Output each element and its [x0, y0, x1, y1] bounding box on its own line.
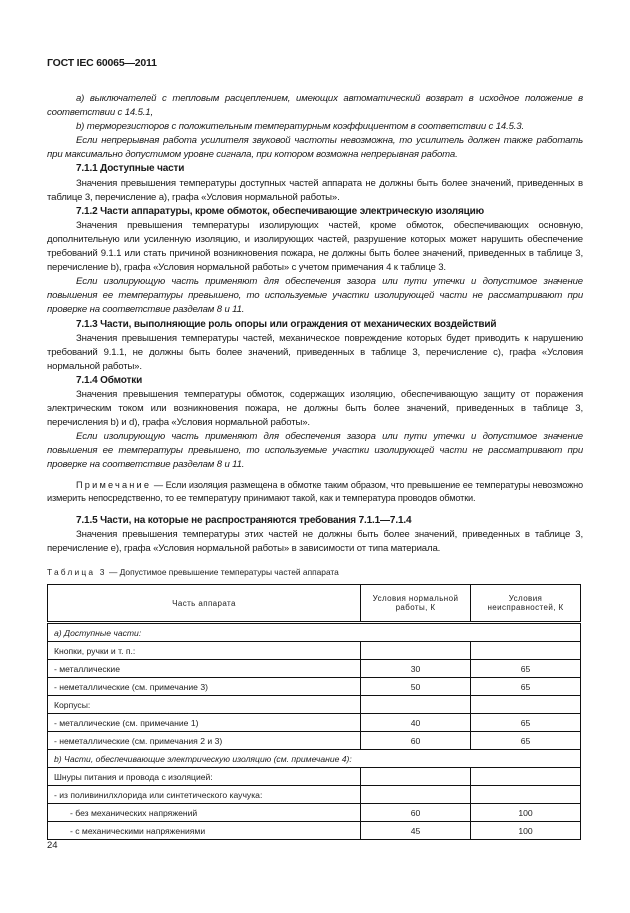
cell-fault: [471, 642, 581, 660]
cell-part: - металлические: [48, 660, 361, 678]
table-row: [48, 786, 581, 804]
table-row: [48, 623, 581, 642]
section-heading-713: 7.1.3 Части, выполняющие роль опоры или ограждения от механических воздействий: [76, 318, 497, 330]
table-header-row: [48, 585, 581, 623]
cell-fault: [471, 768, 581, 786]
cell-part: Кнопки, ручки и т. п.:: [48, 642, 361, 660]
table-row: [48, 768, 581, 786]
cell-normal: 60: [361, 732, 471, 750]
table-caption: [47, 565, 583, 579]
table-row: [48, 750, 581, 768]
cell-fault: 65: [471, 660, 581, 678]
section-711-text: Значения превышения температуры доступных частей аппарата не должны быть более значений, приведенных в таблице 3, перечисление a), графа «Условия нормальной работы».: [47, 177, 583, 203]
document-standard-header: ГОСТ IEC 60065—2011: [47, 57, 157, 69]
section-712-italic: Если изолирующую часть применяют для обеспечения зазора или пути утечки и допустимое значение повышения ее температуры превышено, то используемые участки изолирующей части не рассматривают при проверке на соответствие разделам 8 и 11.: [47, 276, 583, 316]
table-row: [48, 642, 581, 660]
table-caption-text: — Допустимое превышение температуры частей аппарата: [106, 567, 339, 577]
table-row: [48, 678, 581, 696]
section-heading-711: 7.1.1 Доступные части: [76, 163, 185, 175]
cell-part: - из поливинилхлорида или синтетического каучука:: [48, 786, 361, 804]
cell-normal: 45: [361, 822, 471, 840]
cell-normal: [361, 696, 471, 714]
header-part: Часть аппарата: [48, 585, 361, 623]
amplifier-paragraph: Если непрерывная работа усилителя звуковой частоты невозможна, то усилитель должен также работать при максимально допустимом уровне сигнала, при котором возможна непрерывная работа.: [47, 135, 583, 161]
page-number: 24: [47, 840, 58, 851]
cell-fault: 65: [471, 678, 581, 696]
cell-part: - с механическими напряжениями: [48, 822, 361, 840]
cell-part: - без механических напряжений: [48, 804, 361, 822]
cell-fault: 100: [471, 822, 581, 840]
table-row: [48, 822, 581, 840]
cell-fault: [471, 696, 581, 714]
note-paragraph: [47, 479, 583, 506]
table-row: [48, 732, 581, 750]
cell-part: - неметаллические (см. примечание 3): [48, 678, 361, 696]
table-row: [48, 660, 581, 678]
note-text: — Если изоляция размещена в обмотке таким образом, что превышение ее температуры невозможно измерить непосредственно, то ее температуру принимают такой, как и температура проводов обмотки.: [47, 479, 583, 504]
group-heading-a: a) Доступные части:: [48, 623, 581, 642]
section-715-text: Значения превышения температуры этих частей не должны быть более значений, приведенных в таблице 3, перечисление e), графа «Условия нормальной работы» в зависимости от типа материала.: [47, 528, 583, 554]
section-heading-715: 7.1.5 Части, на которые не распространяются требования 7.1.1—7.1.4: [76, 514, 412, 526]
document-body: [47, 92, 583, 579]
header-fault: Условия неисправностей, К: [471, 585, 581, 623]
cell-part: - металлические (см. примечание 1): [48, 714, 361, 732]
cell-part: Корпусы:: [48, 696, 361, 714]
section-714-text: Значения превышения температуры обмоток, содержащих изоляцию, обеспечивающую защиту от поражения электрическим током или возникновения пожара, не должны быть более значений, приведенных в таблице 3, перечисления b) и d), графа «Условия нормальной работы».: [47, 388, 583, 429]
list-item-b: b) терморезисторов с положительным температурным коэффициентом в соответствии с 14.5.3.: [76, 121, 525, 133]
cell-normal: 40: [361, 714, 471, 732]
cell-part: - неметаллические (см. примечания 2 и 3): [48, 732, 361, 750]
cell-normal: 30: [361, 660, 471, 678]
table-row: [48, 804, 581, 822]
cell-normal: [361, 768, 471, 786]
cell-fault: 65: [471, 732, 581, 750]
group-heading-b: b) Части, обеспечивающие электрическую изоляцию (см. примечание 4):: [48, 750, 581, 768]
section-712-text: Значения превышения температуры изолирующих частей, кроме обмоток, обеспечивающих основную, дополнительную или усиленную изоляцию, и изолирующих частей, разрушение которых может нарушить обеспечение требований 9.1.1 или стать причиной возникновения пожара, не должны быть более значений, приведенных в таблице 3, перечисление b), графа «Условия нормальной работы» с учетом примечания 4 к таблице 3.: [47, 219, 583, 274]
cell-normal: [361, 642, 471, 660]
table-row: [48, 696, 581, 714]
cell-normal: 60: [361, 804, 471, 822]
cell-normal: [361, 786, 471, 804]
section-713-text: Значения превышения температуры частей, механическое повреждение которых будет приводить к нарушению требований 9.1.1, не должны быть более значений, приведенных в таблице 3, перечисление c), графа «Условия нормальной работы».: [47, 332, 583, 372]
cell-fault: [471, 786, 581, 804]
header-normal: Условия нормальной работы, К: [361, 585, 471, 623]
cell-part: Шнуры питания и провода с изоляцией:: [48, 768, 361, 786]
cell-fault: 100: [471, 804, 581, 822]
section-714-italic: Если изолирующую часть применяют для обеспечения зазора или пути утечки и допустимое значение повышения ее температуры превышено, то используемые участки изолирующей части не рассматривают при проверке на соответствие разделам 8 и 11.: [47, 431, 583, 471]
table-row: [48, 714, 581, 732]
temperature-rise-table: [47, 584, 581, 840]
cell-fault: 65: [471, 714, 581, 732]
section-heading-712: 7.1.2 Части аппаратуры, кроме обмоток, обеспечивающие электрическую изоляцию: [76, 205, 485, 217]
table-caption-label: Таблица 3: [47, 567, 107, 577]
cell-normal: 50: [361, 678, 471, 696]
list-item-a: a) выключателей с тепловым расцеплением, имеющих автоматический возврат в исходное положение в соответствии с 14.5.1,: [47, 93, 583, 119]
section-heading-714: 7.1.4 Обмотки: [76, 374, 143, 386]
note-label: Примечание: [76, 479, 152, 490]
